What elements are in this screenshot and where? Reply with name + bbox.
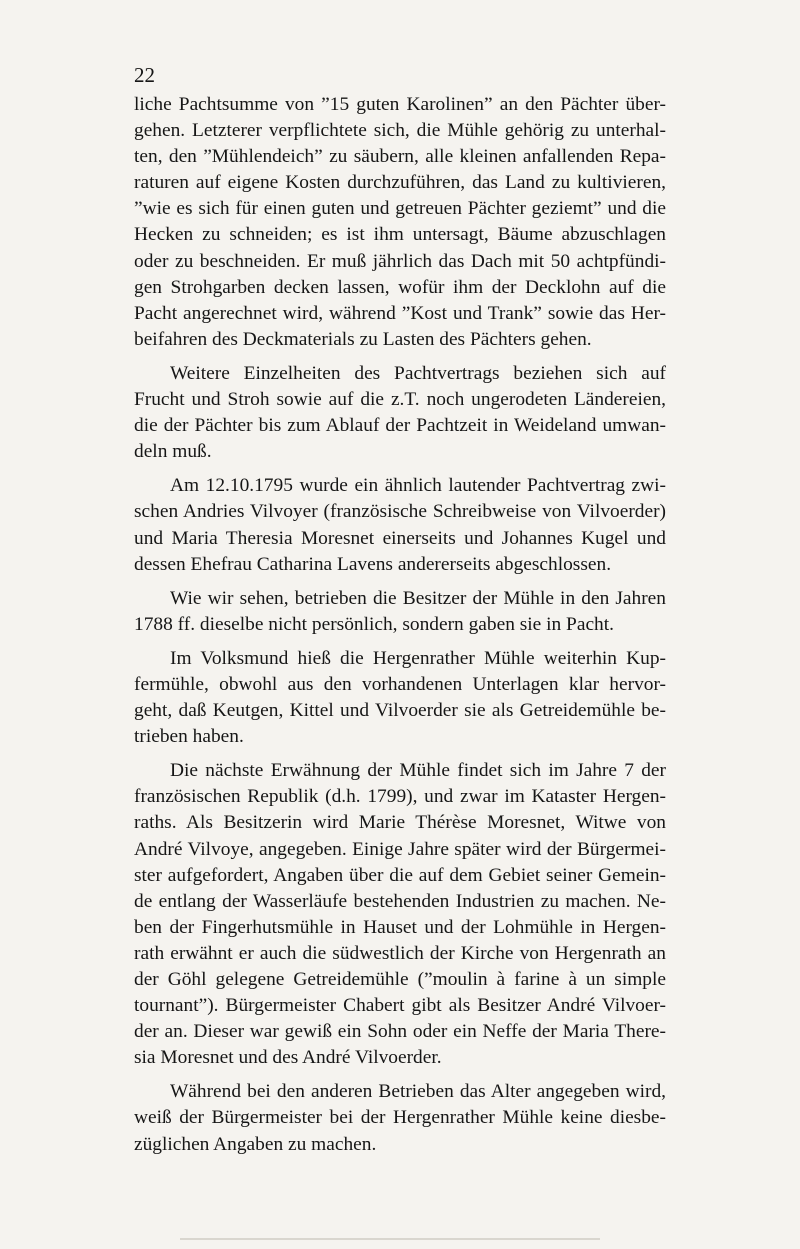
text-line: raths. Als Besitzerin wird Marie Thérèse Moresnet, Witwe von (134, 812, 666, 834)
text-line: 1788 ff. dieselbe nicht persönlich, sondern gaben sie in Pacht. (134, 613, 614, 635)
text-line: der Göhl gelegene Getreidemühle (”moulin à farine à un simple (134, 969, 666, 990)
text-line: oder zu beschneiden. Er muß jährlich das Dach mit 50 achtpfündi- (134, 250, 666, 272)
paragraph (134, 92, 666, 353)
text-line: Frucht und Stroh sowie auf die z.T. noch ungerodeten Ländereien, (134, 389, 666, 411)
text-line: liche Pachtsumme von ”15 guten Karolinen” an den Pächter über- (134, 94, 666, 115)
text-line: deln muß. (134, 441, 212, 463)
text-line: Während bei den anderen Betrieben das Alter angegeben wird, (170, 1081, 666, 1103)
text-line: trieben haben. (134, 726, 244, 748)
text-line: Die nächste Erwähnung der Mühle findet sich im Jahre 7 der (170, 760, 666, 782)
text-line: gen Strohgarben decken lassen, wofür ihm der Decklohn auf die (134, 276, 666, 298)
page-number: 22 (134, 63, 155, 87)
text-line: die der Pächter bis zum Ablauf der Pachtzeit in Weideland umwan- (134, 415, 666, 437)
text-line: ben der Fingerhutsmühle in Hauset und der Lohmühle in Hergen- (134, 916, 666, 938)
paragraph (134, 473, 666, 577)
text-line: tournant”). Bürgermeister Chabert gibt als Besitzer André Vilvoer- (134, 995, 666, 1017)
text-line: züglichen Angaben zu machen. (134, 1133, 377, 1155)
text-line: beifahren des Deckmaterials zu Lasten des Pächters gehen. (134, 328, 592, 350)
text-line: Wie wir sehen, betrieben die Besitzer der Mühle in den Jahren (170, 587, 666, 609)
text-line: fermühle, obwohl aus den vorhandenen Unterlagen klar hervor- (134, 673, 666, 695)
paragraph (134, 586, 666, 638)
text-line: de entlang der Wasserläufe bestehenden Industrien zu machen. Ne- (134, 890, 666, 912)
text-line: Hecken zu schneiden; es ist ihm untersagt, Bäume abzuschlagen (134, 224, 666, 246)
text-line: ster aufgefordert, Angaben über die auf dem Gebiet seiner Gemein- (134, 864, 666, 886)
paragraph (134, 361, 666, 465)
text-line: Am 12.10.1795 wurde ein ähnlich lautender Pachtvertrag zwi- (170, 475, 666, 497)
paragraph (134, 1079, 666, 1157)
text-line: rath erwähnt er auch die südwestlich der Kirche von Hergenrath an (134, 942, 666, 964)
text-line: und Maria Theresia Moresnet einerseits und Johannes Kugel und (134, 527, 666, 549)
paragraph (134, 758, 666, 1071)
text-line: französischen Republik (d.h. 1799), und zwar im Kataster Hergen- (134, 786, 666, 808)
paragraph (134, 646, 666, 750)
text-line: dessen Ehefrau Catharina Lavens andererseits abgeschlossen. (134, 553, 612, 575)
text-line: der an. Dieser war gewiß ein Sohn oder ein Neffe der Maria There- (134, 1021, 666, 1043)
page-edge-rule (180, 1238, 600, 1240)
text-line: ten, den ”Mühlendeich” zu säubern, alle kleinen anfallenden Repa- (134, 146, 666, 168)
text-line: gehen. Letzterer verpflichtete sich, die Mühle gehörig zu unterhal- (134, 120, 666, 142)
text-line: sia Moresnet und des André Vilvoerder. (134, 1047, 442, 1069)
text-line: geht, daß Keutgen, Kittel und Vilvoerder sie als Getreidemühle be- (134, 700, 666, 722)
text-line: ”wie es sich für einen guten und getreuen Pächter geziemt” und die (134, 198, 666, 220)
text-line: Im Volksmund hieß die Hergenrather Mühle weiterhin Kup- (170, 647, 666, 669)
text-line: Pacht angerechnet wird, während ”Kost und Trank” sowie das Her- (134, 302, 666, 324)
text-line: André Vilvoye, angegeben. Einige Jahre später wird der Bürgermei- (134, 838, 666, 860)
body-text (134, 92, 666, 1166)
text-line: weiß der Bürgermeister bei der Hergenrather Mühle keine diesbe- (134, 1107, 666, 1129)
text-line: schen Andries Vilvoyer (französische Schreibweise von Vilvoerder) (134, 501, 666, 523)
text-line: raturen auf eigene Kosten durchzuführen, das Land zu kultivieren, (134, 172, 666, 194)
text-line: Weitere Einzelheiten des Pachtvertrags beziehen sich auf (170, 362, 666, 384)
